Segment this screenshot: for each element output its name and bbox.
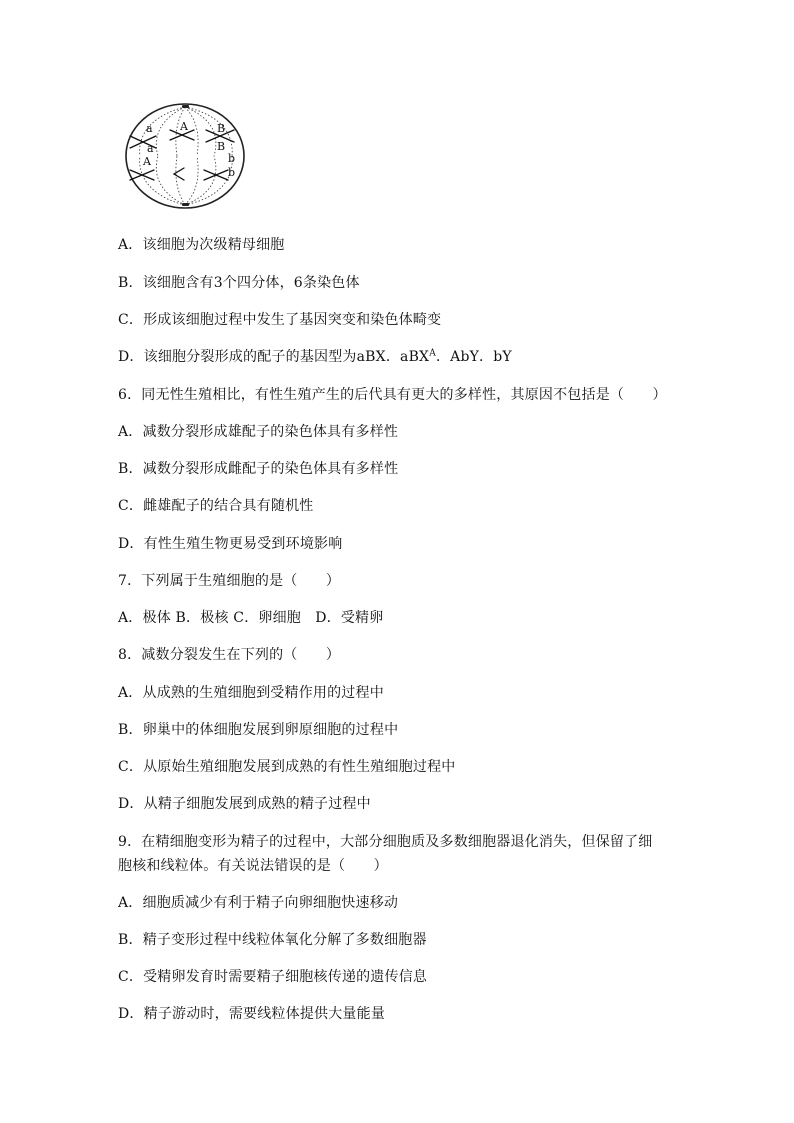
q5-option-a: A．该细胞为次级精母细胞 [118,237,285,253]
q8-stem: 8．减数分裂发生在下列的（ ） [118,647,341,663]
gene-label-A-left: A [143,155,151,168]
q5-option-d [118,348,512,366]
q9-option-c: C．受精卵发育时需要精子细胞核传递的遗传信息 [118,969,428,985]
cell-division-figure [122,100,248,212]
q6-option-c: C．雌雄配子的结合具有随机性 [118,498,314,514]
q8-option-c: C．从原始生殖细胞发展到成熟的有性生殖细胞过程中 [118,759,456,775]
q5-option-c: C．形成该细胞过程中发生了基因突变和染色体畸变 [118,312,442,328]
cell-diagram [122,100,248,212]
q9-option-d: D．精子游动时，需要线粒体提供大量能量 [118,1006,386,1022]
q8-option-d: D．从精子细胞发展到成熟的精子过程中 [118,796,371,812]
q5-option-d-sup: A [429,348,436,359]
q9-option-a: A．细胞质减少有利于精子向卵细胞快速移动 [118,895,399,911]
q9-stem-line2: 胞核和线粒体。有关说法错误的是（ ） [118,858,388,874]
gene-label-b-2: b [228,166,236,179]
q8-option-a: A．从成熟的生殖细胞到受精作用的过程中 [118,685,384,701]
gene-label-a-mid: a [147,142,154,155]
q6-option-a: A．减数分裂形成雄配子的染色体具有多样性 [118,424,399,440]
q6-option-d: D．有性生殖生物更易受到环境影响 [118,536,343,552]
gene-label-B-mid: B [217,140,226,153]
q6-option-b: B．减数分裂形成雌配子的染色体具有多样性 [118,461,399,477]
q9-option-b: B．精子变形过程中线粒体氧化分解了多数细胞器 [118,932,427,948]
q5-option-d-post: ．AbY．bY [435,349,512,365]
q7-options: A．极体 B．极核 C．卵细胞 D．受精卵 [118,610,384,626]
q6-stem: 6．同无性生殖相比，有性生殖产生的后代具有更大的多样性，其原因不包括是（ ） [118,387,667,403]
q5-option-b: B．该细胞含有3个四分体，6条染色体 [118,275,360,291]
gene-label-B-top: B [217,122,226,135]
q9-stem-line1: 9．在精细胞变形为精子的过程中，大部分细胞质及多数细胞器退化消失，但保留了细 [118,834,653,850]
q5-option-d-pre: D．该细胞分裂形成的配子的基因型为aBX．aBX [118,349,430,365]
q7-stem: 7．下列属于生殖细胞的是（ ） [118,573,341,589]
q8-option-b: B．卵巢中的体细胞发展到卵原细胞的过程中 [118,722,399,738]
gene-label-b-1: b [228,152,236,165]
gene-label-A-center: A [180,120,188,133]
gene-label-a-top: a [146,122,153,135]
